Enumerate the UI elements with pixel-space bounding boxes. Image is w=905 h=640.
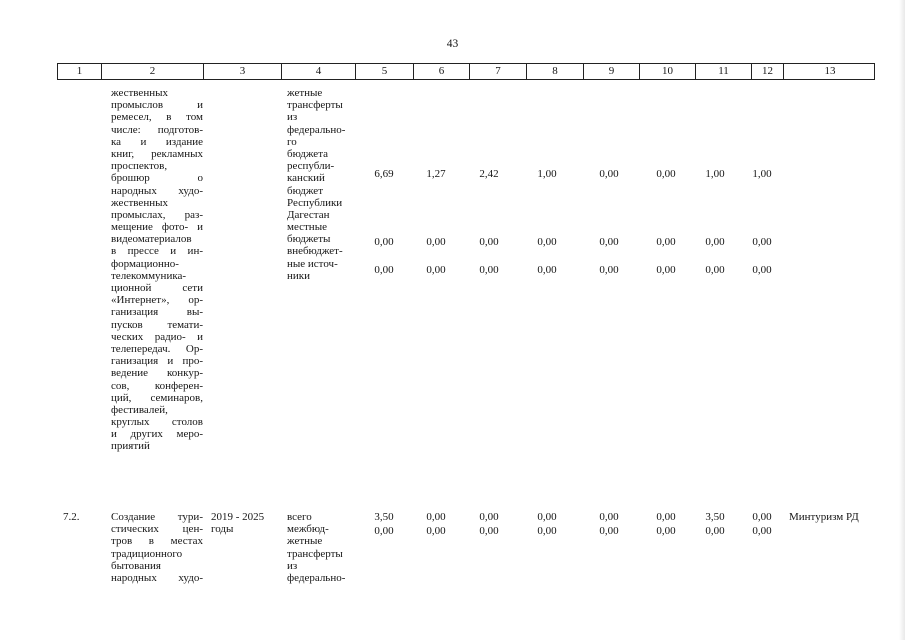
header-cell-8: 8 <box>527 64 584 79</box>
row-7-2-period <box>211 511 279 535</box>
value-local-col6: 0,00 <box>426 236 446 248</box>
value-republic-col12: 1,00 <box>752 168 772 180</box>
value-offbudget-col7: 0,00 <box>479 264 499 276</box>
text-line: жетные <box>287 87 323 99</box>
table-header-row <box>57 63 875 80</box>
value-interbudget-col8: 0,00 <box>537 525 557 537</box>
text-line: приятий <box>111 440 150 453</box>
text-line: федерально- <box>287 571 346 584</box>
value-total-col5: 3,50 <box>374 511 394 523</box>
text-line: промыслах, раз- <box>111 208 203 221</box>
text-line: ники <box>287 269 311 282</box>
text-line: местные <box>287 221 327 234</box>
text-line: бюджета <box>287 147 329 160</box>
value-local-col7: 0,00 <box>479 236 499 248</box>
scan-edge <box>899 0 905 640</box>
text-line: трансферты <box>287 99 343 112</box>
text-line: канский <box>287 172 325 185</box>
text-line: ремесел, в том <box>111 111 203 124</box>
value-interbudget-col11: 0,00 <box>705 525 725 537</box>
text-line: жетные <box>287 535 323 548</box>
text-line: народных худо- <box>111 184 203 197</box>
header-cell-2: 2 <box>102 64 204 79</box>
value-local-col5: 0,00 <box>374 236 394 248</box>
text-line: круглых столов <box>111 416 203 429</box>
text-line: годы <box>211 523 234 536</box>
row-7-2-executor: Минтуризм РД <box>789 511 859 523</box>
value-total-col11: 3,50 <box>705 511 725 523</box>
row-7-2-number: 7.2. <box>63 511 80 523</box>
value-offbudget-col11: 0,00 <box>705 264 725 276</box>
value-interbudget-col9: 0,00 <box>599 525 619 537</box>
value-local-col11: 0,00 <box>705 236 725 248</box>
value-interbudget-col5: 0,00 <box>374 525 394 537</box>
header-cell-12: 12 <box>752 64 784 79</box>
text-line: ганизация и про- <box>111 355 203 368</box>
row-7-2-description <box>111 511 203 584</box>
text-line: Республики <box>287 196 343 209</box>
header-cell-9: 9 <box>584 64 640 79</box>
text-line: народных худо- <box>111 571 203 584</box>
text-line: мещение фото- и <box>111 221 203 234</box>
text-line: республи- <box>287 160 335 173</box>
value-interbudget-col10: 0,00 <box>656 525 676 537</box>
text-line: бюджет <box>287 184 323 197</box>
value-republic-col7: 2,42 <box>479 168 499 180</box>
header-cell-13: 13 <box>824 65 836 77</box>
value-local-col8: 0,00 <box>537 236 557 248</box>
text-line: и других меро- <box>111 428 203 441</box>
text-line: из <box>287 111 298 124</box>
text-line: жественных <box>111 87 168 99</box>
text-line: Создание тури- <box>111 511 203 523</box>
value-interbudget-col12: 0,00 <box>752 525 772 537</box>
value-offbudget-col10: 0,00 <box>656 264 676 276</box>
text-line: жественных <box>111 196 168 209</box>
value-local-col12: 0,00 <box>752 236 772 248</box>
value-local-col9: 0,00 <box>599 236 619 248</box>
text-line: Дагестан <box>287 208 330 221</box>
text-line: проспектов, <box>111 160 168 173</box>
text-line: телекоммуника- <box>111 269 187 282</box>
value-offbudget-col9: 0,00 <box>599 264 619 276</box>
text-line: телепередач. Ор- <box>111 342 203 355</box>
header-cell-4: 4 <box>282 64 356 79</box>
header-cell-6: 6 <box>414 64 470 79</box>
text-line: традиционного <box>111 547 183 560</box>
value-total-col7: 0,00 <box>479 511 499 523</box>
value-republic-col10: 0,00 <box>656 168 676 180</box>
text-line: 2019 - 2025 <box>211 511 265 523</box>
value-interbudget-col7: 0,00 <box>479 525 499 537</box>
text-line: из <box>287 559 298 572</box>
header-cell-11: 11 <box>696 64 752 79</box>
value-offbudget-col12: 0,00 <box>752 264 772 276</box>
value-republic-col9: 0,00 <box>599 168 619 180</box>
header-cell-7: 7 <box>470 64 527 79</box>
text-line: сов, конферен- <box>111 379 203 392</box>
text-line: бытования <box>111 559 161 572</box>
value-total-col8: 0,00 <box>537 511 557 523</box>
text-line: брошюр о <box>111 172 203 185</box>
header-cell-3: 3 <box>204 64 282 79</box>
value-total-col6: 0,00 <box>426 511 446 523</box>
value-total-col10: 0,00 <box>656 511 676 523</box>
text-line: пусков темати- <box>111 318 203 331</box>
text-line: го <box>287 135 297 148</box>
value-republic-col8: 1,00 <box>537 168 557 180</box>
row-7-2-funding-sources <box>287 511 353 584</box>
row-prev-funding-sources <box>287 87 353 282</box>
text-line: в прессе и ин- <box>111 245 203 258</box>
header-cell-1: 1 <box>58 64 102 79</box>
value-republic-col11: 1,00 <box>705 168 725 180</box>
value-total-col9: 0,00 <box>599 511 619 523</box>
text-line: ные источ- <box>287 257 338 270</box>
value-republic-col6: 1,27 <box>426 168 446 180</box>
text-line: бюджеты <box>287 233 331 246</box>
text-line: ций, семинаров, <box>111 391 203 404</box>
text-line: стических цен- <box>111 523 203 536</box>
text-line: «Интернет», ор- <box>111 294 203 307</box>
value-offbudget-col5: 0,00 <box>374 264 394 276</box>
text-line: промыслов и <box>111 99 203 112</box>
value-republic-col5: 6,69 <box>374 168 394 180</box>
value-total-col12: 0,00 <box>752 511 772 523</box>
text-line: ведение конкур- <box>111 367 203 380</box>
text-line: всего <box>287 511 312 523</box>
text-line: ческих радио- и <box>111 330 203 343</box>
value-local-col10: 0,00 <box>656 236 676 248</box>
header-cell-5: 5 <box>356 64 414 79</box>
text-line: видеоматериалов <box>111 233 192 246</box>
text-line: числе: подготов- <box>111 123 203 136</box>
value-offbudget-col8: 0,00 <box>537 264 557 276</box>
text-line: ка и издание <box>111 135 203 148</box>
page-number: 43 <box>446 38 459 50</box>
text-line: формационно- <box>111 257 179 270</box>
value-offbudget-col6: 0,00 <box>426 264 446 276</box>
text-line: федерально- <box>287 123 346 136</box>
header-cell-10: 10 <box>640 64 696 79</box>
text-line: ционной сети <box>111 282 203 294</box>
text-line: фестивалей, <box>111 403 168 416</box>
text-line: ганизация вы- <box>111 306 203 319</box>
text-line: внебюджет- <box>287 245 343 258</box>
text-line: тров в местах <box>111 535 203 548</box>
value-interbudget-col6: 0,00 <box>426 525 446 537</box>
text-line: трансферты <box>287 547 343 560</box>
text-line: межбюд- <box>287 523 329 536</box>
text-line: книг, рекламных <box>111 147 203 160</box>
row-prev-description <box>111 87 203 453</box>
